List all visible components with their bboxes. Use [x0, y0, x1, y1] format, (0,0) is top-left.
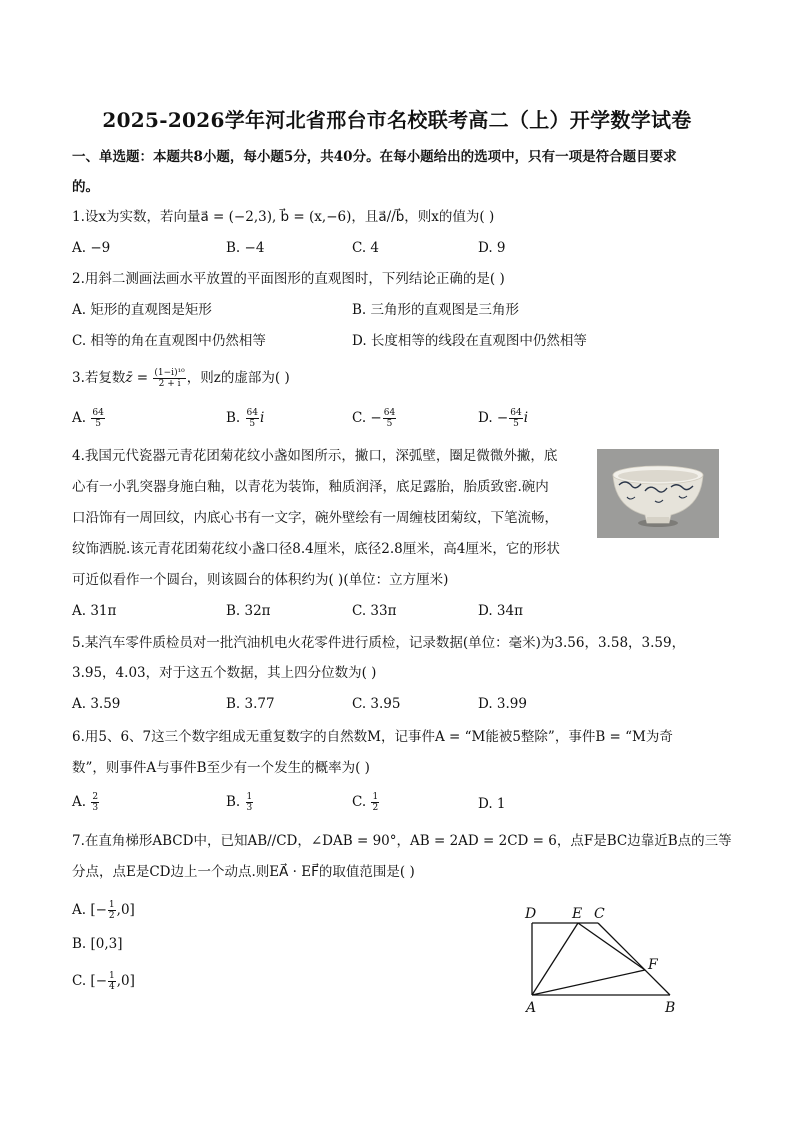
- q1-option-c: C. 4: [352, 240, 380, 256]
- label-a: A: [526, 1000, 537, 1016]
- label-b: B: [665, 1000, 676, 1016]
- q4-line-2: 心有一小乳突器身施白釉，以青花为装饰，釉质润泽，底足露胎，胎质致密.碗内: [72, 479, 549, 495]
- q2-option-b: B. 三角形的直观图是三角形: [352, 302, 520, 318]
- label-f: F: [648, 957, 658, 973]
- q3-option-c: C. − $\frac{64}{5}$: [352, 408, 396, 429]
- q4-line-4: 纹饰洒脱.该元青花团菊花纹小盏口径8.4厘米，底径2.8厘米，高4厘米，它的形状: [72, 541, 560, 557]
- q1-option-a: A. −9: [72, 240, 111, 256]
- q3-option-b: B. $\frac{64}{5}$ i: [226, 408, 265, 429]
- q4-option-a: A. 31π: [72, 603, 117, 619]
- q1-text: 1.设x为实数，若向量a⃗ = (−2,3), b⃗ = (x,−6)，且a⃗//b⃗，则x的值为( ): [72, 209, 495, 225]
- q2-text: 2.用斜二测画法画水平放置的平面图形的直观图时，下列结论正确的是( ): [72, 271, 505, 287]
- q7-line-1: 7.在直角梯形ABCD中，已知AB//CD，∠DAB = 90°，AB = 2AD = 2CD = 6，点F是BC边靠近B点的三等: [72, 833, 732, 849]
- q6-option-a: A. $\frac{2}{3}$: [72, 792, 99, 813]
- trapezoid-figure: [520, 900, 690, 1018]
- q4-option-c: C. 33π: [352, 603, 397, 619]
- label-d: D: [525, 906, 537, 922]
- section-instruction-cont: 的。: [72, 179, 99, 195]
- q1-option-b: B. −4: [226, 240, 265, 256]
- q4-option-b: B. 32π: [226, 603, 271, 619]
- q3-option-d: D. − $\frac{64}{5}$ i: [478, 408, 529, 429]
- label-c: C: [594, 906, 605, 922]
- q3-suffix: ，则z的虚部为( ): [186, 370, 290, 386]
- q4-line-3: 口沿饰有一周回纹，内底心书有一文字，碗外壁绘有一周缠枝团菊纹，下笔流畅，: [72, 510, 558, 526]
- q5-option-b: B. 3.77: [226, 696, 275, 712]
- q6-option-c: C. $\frac{1}{2}$: [352, 792, 379, 813]
- q5-line-1: 5.某汽车零件质检员对一批汽油机电火花零件进行质检，记录数据(单位：毫米)为3.56，3.58，3.59，: [72, 635, 686, 651]
- q7-option-a: A. [− $\frac{1}{2}$ ,0]: [72, 900, 135, 921]
- q3-option-a: A. $\frac{64}{5}$: [72, 408, 104, 429]
- q3-prefix: 3.若复数: [72, 370, 126, 386]
- q7-option-b: B. [0,3]: [72, 936, 123, 952]
- q4-line-5: 可近似看作一个圆台，则该圆台的体积约为( )(单位：立方厘米): [72, 572, 449, 588]
- q7-line-2: 分点，点E是CD边上一个动点.则EA⃗ · EF⃗的取值范围是( ): [72, 864, 415, 880]
- q2-option-c: C. 相等的角在直观图中仍然相等: [72, 333, 266, 349]
- bowl-photo: [597, 449, 719, 538]
- q3-fraction: $\frac{\text{(1−i)¹⁰}}{2 + i}$: [154, 368, 185, 389]
- q2-option-d: D. 长度相等的线段在直观图中仍然相等: [352, 333, 587, 349]
- q5-option-d: D. 3.99: [478, 696, 527, 712]
- q1-option-d: D. 9: [478, 240, 506, 256]
- q3-zbar: z̄ =: [125, 370, 149, 386]
- q6-line-2: 数”，则事件A与事件B至少有一个发生的概率为( ): [72, 760, 370, 776]
- q6-line-1: 6.用5、6、7这三个数字组成无重复数字的自然数M，记事件A = “M能被5整除”，事件B = “M为奇: [72, 729, 673, 745]
- label-e: E: [572, 906, 583, 922]
- q6-option-d: D. 1: [478, 796, 506, 812]
- section-instruction: 一、单选题：本题共8小题，每小题5分，共40分。在每小题给出的选项中，只有一项是符合题目要求: [72, 149, 677, 165]
- q3-text: [72, 368, 290, 389]
- q6-option-b: B. $\frac{1}{3}$: [226, 792, 253, 813]
- q4-line-1: 4.我国元代瓷器元青花团菊花纹小盏如图所示，撇口，深弧壁，圈足微微外撇，底: [72, 448, 558, 464]
- q5-option-a: A. 3.59: [72, 696, 121, 712]
- exam-title: 2025-2026学年河北省邢台市名校联考高二（上）开学数学试卷: [102, 108, 692, 132]
- q2-option-a: A. 矩形的直观图是矩形: [72, 302, 212, 318]
- q5-option-c: C. 3.95: [352, 696, 401, 712]
- q7-option-c: C. [− $\frac{1}{4}$ ,0]: [72, 971, 135, 992]
- q5-line-2: 3.95，4.03，对于这五个数据，其上四分位数为( ): [72, 665, 377, 681]
- q4-option-d: D. 34π: [478, 603, 523, 619]
